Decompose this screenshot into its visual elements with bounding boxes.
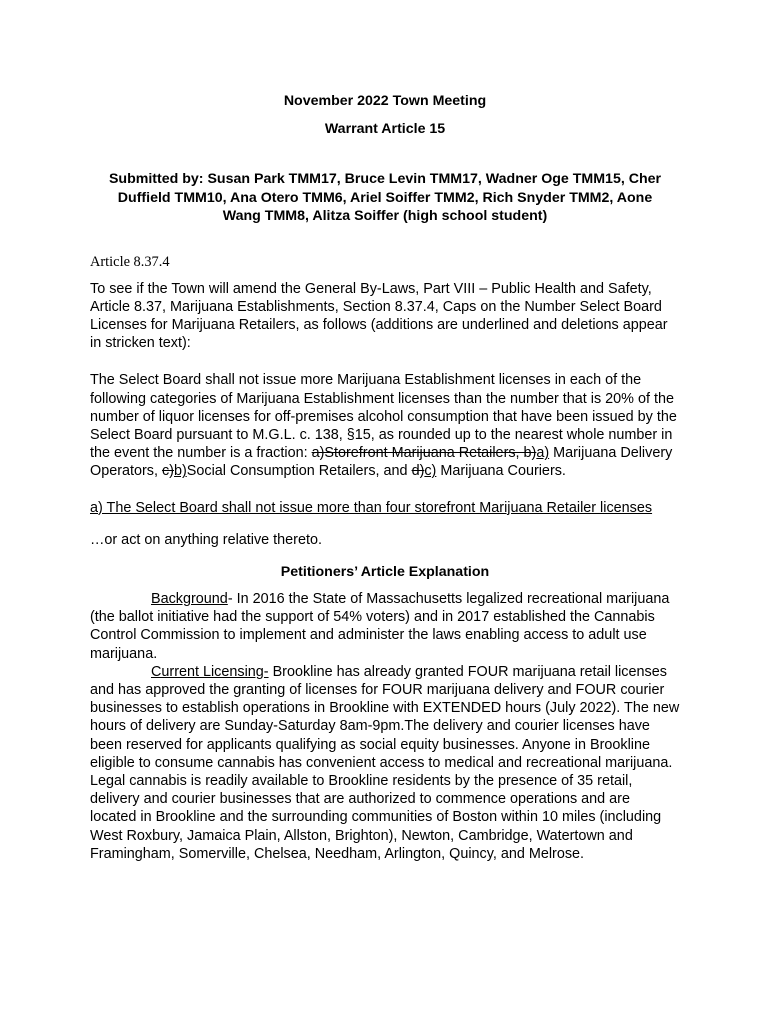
deleted-text: c): [161, 463, 174, 480]
explanation-heading: Petitioners’ Article Explanation: [280, 563, 490, 580]
rule-text: Marijuana Couriers.: [436, 463, 566, 480]
act-line: …or act on anything relative thereto.: [90, 531, 322, 548]
intro-paragraph: To see if the Town will amend the General By-Laws, Part VIII – Public Health and Safety, Article 8.37, Marijuana Establishments, Section 8.37.4, Caps on the Number Select Board Licenses for Marijuana Retailers, as follows (additions are underlined and deletions appear in stricken text):: [90, 280, 668, 352]
added-text: c): [424, 463, 437, 480]
background-paragraph: [90, 590, 680, 663]
rule-text: The Select Board shall not issue more Marijuana Establishment licenses in each of the following categories of Marijuana Establishment licenses than the number that is 20% of the number of liquor licenses for off-premises alcohol consumption that have been issued by the Select Board pursuant to M.G.L. c. 138, §15, as rounded up to the nearest whole number in the event the number is a fraction:: [90, 372, 677, 462]
added-text: a): [536, 445, 550, 462]
added-text: b): [173, 463, 187, 480]
rule-text: Marijuana Delivery Operators,: [90, 445, 673, 480]
document-subtitle: Warrant Article 15: [324, 121, 446, 137]
document-title: November 2022 Town Meeting: [283, 93, 487, 109]
submitted-line: Submitted by: Susan Park TMM17, Bruce Levin TMM17, Wadner Oge TMM15, Cher: [108, 171, 662, 187]
licensing-text: Brookline has already granted FOUR marijuana retail licenses and has approved the granting of licenses for FOUR marijuana delivery and FOUR courier businesses to establish operations in Brookline with EXTENDED hours (July 2022). The new hours of delivery are Sunday-Saturday 8am-9pm.The delivery and courier licenses have been reserved for applicants qualifying as social equity businesses. Anyone in Brookline eligible to consume cannabis has convenient access to medical and recreational marijuana. Legal cannabis is readily available to Brookline residents by the presence of 35 retail, delivery and courier businesses that are authorized to commence operations and are located in Brookline and the surrounding communities of Boston within 10 miles (including West Roxbury, Jamaica Plain, Allston, Brighton), Newton, Cambridge, Watertown and Framingham, Somerville, Chelsea, Needham, Arlington, Quincy, and Melrose.: [90, 663, 680, 862]
submitted-by: [90, 170, 680, 226]
submitted-line: Wang TMM8, Alitza Soiffer (high school student): [222, 208, 548, 224]
background-label: Background: [151, 590, 228, 607]
new-clause: a) The Select Board shall not issue more than four storefront Marijuana Retailer licenses: [90, 499, 653, 516]
deleted-text: d): [411, 463, 425, 480]
rule-text: Social Consumption Retailers, and: [186, 463, 412, 480]
submitted-line: Duffield TMM10, Ana Otero TMM6, Ariel Soiffer TMM2, Rich Snyder TMM2, Aone: [117, 189, 653, 206]
article-number: Article 8.37.4: [90, 253, 170, 270]
background-text: - In 2016 the State of Massachusetts legalized recreational marijuana (the ballot initiative had the support of 54% voters) and in 2017 established the Cannabis Control Commission to implement and administer the laws enabling access to adult use marijuana.: [90, 590, 670, 662]
deleted-text: a)Storefront Marijuana Retailers, b): [311, 445, 537, 462]
licensing-label: Current Licensing-: [151, 663, 269, 680]
rule-paragraph: [90, 371, 680, 480]
licensing-paragraph: [90, 663, 680, 863]
